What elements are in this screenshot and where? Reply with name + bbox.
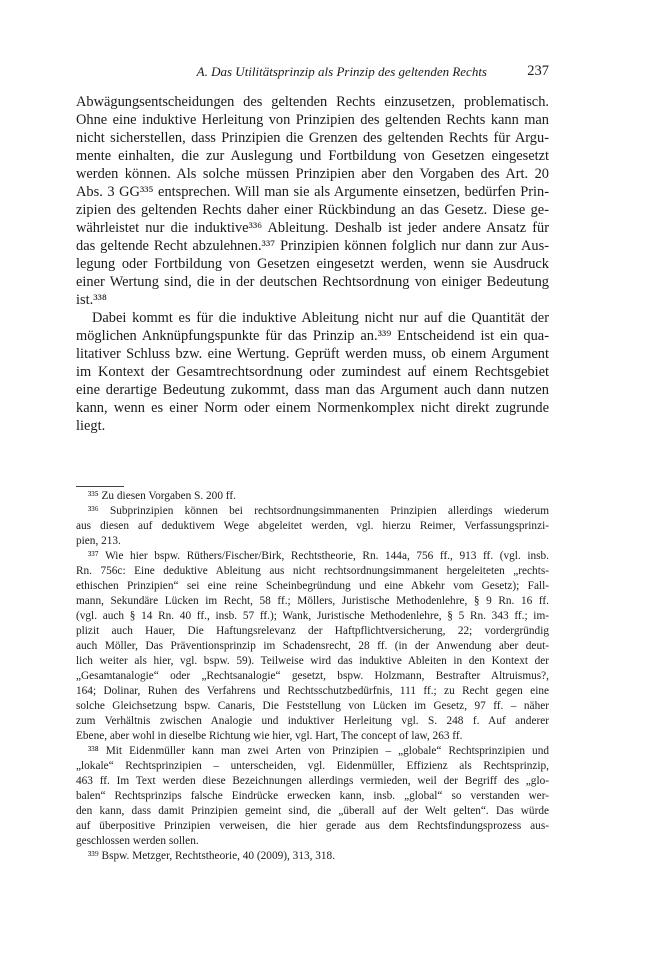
footnote-line: den kann, dass damit Prinzipien gemeint sind, die „überall auf der Welt gelten“. Das würde xyxy=(76,805,549,817)
body-line: liegt. xyxy=(76,418,106,434)
body-line: zipien des geltenden Rechts daher einer Rückbindung an das Gesetz. Diese ge- xyxy=(76,202,549,218)
footnote-line: lich weiter als hier, vgl. bspw. 59). Teilweise wird das induktive Ableiten in den Kontext der xyxy=(76,655,549,667)
footnote-line: plizit auch Hauer, Die Haftungsrelevanz der Haftpflichtversicherung, 22; vordergründig xyxy=(76,625,549,637)
footnote-line: zum Verhältnis zwischen Analogie und induktiver Herleitung vgl. S. 248 f. Auf anderer xyxy=(76,715,549,727)
footnote-line: pien, 213. xyxy=(76,535,121,547)
footnote-line: Rn. 756c: Eine deduktive Ableitung aus nicht rechtsordnungsimmanent hergeleiteten „rechts- xyxy=(76,565,549,577)
body-line: litativer Schluss bzw. eine Wertung. Geprüft werden muss, ob einem Argument xyxy=(76,346,549,362)
body-line: ist.³³⁸ xyxy=(76,292,107,308)
footnote-line: ³³⁹ Bspw. Metzger, Rechtstheorie, 40 (2009), 313, 318. xyxy=(88,850,336,862)
body-line: eine derartige Bedeutung zukommt, dass man das Argument auch dann nutzen xyxy=(76,382,549,398)
footnote-line: ³³⁵ Zu diesen Vorgaben S. 200 ff. xyxy=(88,490,236,502)
body-line: im Kontext der Gesamtrechtsordnung oder zumindest auf einem Rechtsgebiet xyxy=(76,364,549,380)
body-line: legung oder Fortbildung von Gesetzen eingesetzt werden, wenn sie Ausdruck xyxy=(76,256,549,272)
body-line: das geltende Recht abzulehnen.³³⁷ Prinzipien können folglich nur dann zur Aus- xyxy=(76,238,549,254)
body-line: einer Wertung sind, die in der deutschen Rechtsordnung von einiger Bedeutung xyxy=(76,274,549,290)
body-line: möglichen Anknüpfungspunkte für das Prinzip an.³³⁹ Entscheidend ist ein qua- xyxy=(76,328,549,344)
footnote-line: mann, Sekundäre Lücken im Recht, 58 ff.; Möllers, Juristische Methodenlehre, § 9 Rn. 16 ff. xyxy=(76,595,549,607)
footnote-line: ³³⁶ Subprinzipien können bei rechtsordnungsimmanenten Prinzipien allerdings wiederum xyxy=(88,505,549,517)
footnote-line: ³³⁸ Mit Eidenmüller kann man zwei Arten von Prinzipien – „globale“ Rechtsprinzipien und xyxy=(88,745,549,757)
body-line: kann, wenn es einer Norm oder einem Normenkomplex nicht direkt zugrunde xyxy=(76,400,549,416)
body-line: werden können. Als solche müssen Prinzipien aber den Vorgaben des Art. 20 xyxy=(76,166,549,182)
footnote-line: ethischen Prinzipien“ sei eine reine Scheinbegründung und eine Abkehr vom Gesetz); Fall- xyxy=(76,580,549,592)
footnote-line: auf überpositive Prinzipien verweisen, die hier gerade aus dem Rechtsfindungsprozess aus- xyxy=(76,820,549,832)
body-line: nicht sicherstellen, dass Prinzipien die Grenzen des geltenden Rechts für Argu- xyxy=(76,130,549,146)
page-header xyxy=(76,64,549,86)
footnote-line: Ebene, aber wohl in dieselbe Richtung wie hier, vgl. Hart, The concept of law, 263 ff. xyxy=(76,730,463,742)
body-line: währleistet nur die induktive³³⁶ Ableitung. Deshalb ist jeder andere Ansatz für xyxy=(76,220,549,236)
running-head: A. Das Utilitätsprinzip als Prinzip des geltenden Rechts xyxy=(196,64,487,79)
footnote-line: 164; Dolinar, Ruhen des Verfahrens und Rechtsschutzbedürfnis, 111 ff.; zu Recht gegen eine xyxy=(76,685,549,697)
footnote-line: 463 ff. Im Text werden diese Bezeichnungen allerdings vermieden, weil der Begriff des „glo- xyxy=(76,775,549,787)
body-line: mente einhalten, die zur Auslegung und Fortbildung von Gesetzen eingesetzt xyxy=(76,148,549,164)
body-line: Abwägungsentscheidungen des geltenden Rechts einzusetzen, problematisch. xyxy=(76,94,549,110)
footnote-line: solche Gleichsetzung bspw. Canaris, Die Feststellung von Lücken im Gesetz, 97 ff. – näher xyxy=(76,700,549,712)
body-line: Dabei kommt es für die induktive Ableitung nicht nur auf die Quantität der xyxy=(92,310,549,326)
body-line: Abs. 3 GG³³⁵ entsprechen. Will man sie als Argumente einsetzen, bedürfen Prin- xyxy=(76,184,549,200)
body-line: Ohne eine induktive Herleitung von Prinzipien des geltenden Rechts kann man xyxy=(76,112,549,128)
footnote-line: (vgl. auch § 14 Rn. 40 ff., insb. 57 ff.); Wank, Juristische Methodenlehre, § 5 Rn. 343 ff.; im- xyxy=(76,610,549,622)
footnote-line: aus diesen auf deduktivem Wege abgeleitet werden, vgl. hierzu Reimer, Verfassungsprinzi- xyxy=(76,520,549,532)
footnote-line: auch Möller, Das Präventionsprinzip im Schadensrecht, 28 ff. (in der Anwendung aber deut- xyxy=(76,640,549,652)
page-number: 237 xyxy=(527,63,549,79)
footnote-line: balen“ Rechtsprinzips falsche Eindrücke erwecken kann, insb. „global“ so verstanden wer- xyxy=(76,790,549,802)
footnote-line: ³³⁷ Wie hier bspw. Rüthers/Fischer/Birk, Rechtstheorie, Rn. 144a, 756 ff., 913 ff. (vgl. insb. xyxy=(88,550,549,562)
footnote-line: geschlossen werden sollen. xyxy=(76,835,199,847)
footnote-line: „lokale“ Rechtsprinzipien – unterscheiden, vgl. Eidenmüller, Effizienz als Rechtsprinzip, xyxy=(76,760,549,772)
footnote-line: „Gesamtanalogie“ oder „Rechtsanalogie“ gesetzt, bspw. Holzmann, Bestrafter Altruismus?, xyxy=(76,670,549,682)
footnote-separator xyxy=(76,486,124,487)
